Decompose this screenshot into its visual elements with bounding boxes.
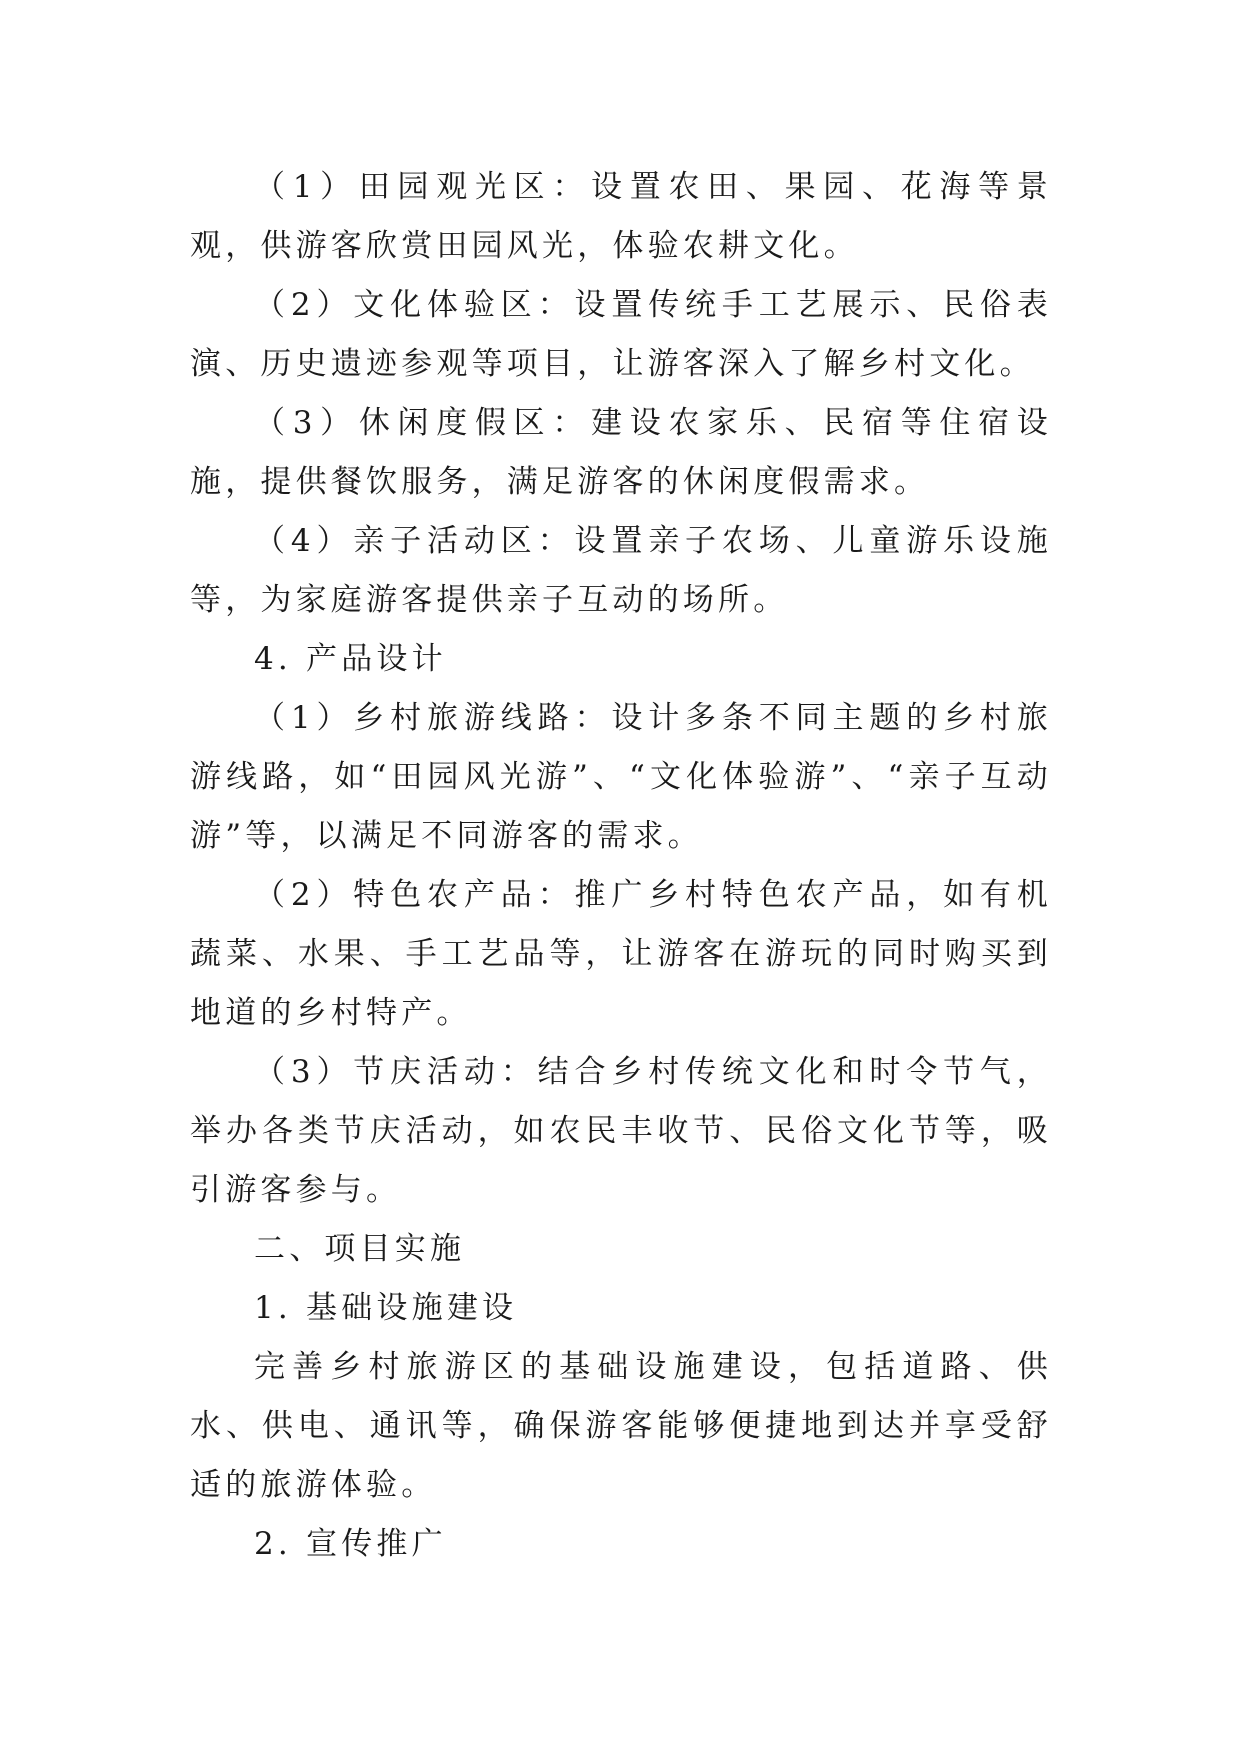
heading-product-design: 4. 产品设计: [254, 641, 447, 677]
paragraph-tour-routes: （1）乡村旅游线路：设计多条不同主题的乡村旅游线路，如“田园风光游”、“文化体验游”、“亲子互动游”等，以满足不同游客的需求。: [190, 700, 1052, 854]
paragraph-culture-area: （2）文化体验区：设置传统手工艺展示、民俗表演、历史遗迹参观等项目，让游客深入了解乡村文化。: [190, 287, 1052, 382]
document-body: [190, 158, 1052, 1574]
paragraph-leisure-area: （3）休闲度假区：建设农家乐、民宿等住宿设施，提供餐饮服务，满足游客的休闲度假需求。: [190, 405, 1052, 500]
heading-promotion: 2. 宣传推广: [254, 1526, 447, 1562]
heading-project-implementation: 二、项目实施: [254, 1231, 466, 1267]
paragraph-pastoral-area: （1）田园观光区：设置农田、果园、花海等景观，供游客欣赏田园风光，体验农耕文化。: [190, 169, 1052, 264]
paragraph-festivals: （3）节庆活动：结合乡村传统文化和时令节气，举办各类节庆活动，如农民丰收节、民俗文化节等，吸引游客参与。: [190, 1054, 1052, 1208]
paragraph-farm-products: （2）特色农产品：推广乡村特色农产品，如有机蔬菜、水果、手工艺品等，让游客在游玩的同时购买到地道的乡村特产。: [190, 877, 1052, 1031]
paragraph-family-area: （4）亲子活动区：设置亲子农场、儿童游乐设施等，为家庭游客提供亲子互动的场所。: [190, 523, 1052, 618]
heading-infrastructure: 1. 基础设施建设: [254, 1290, 518, 1326]
paragraph-infrastructure: 完善乡村旅游区的基础设施建设，包括道路、供水、供电、通讯等，确保游客能够便捷地到达并享受舒适的旅游体验。: [190, 1349, 1052, 1503]
